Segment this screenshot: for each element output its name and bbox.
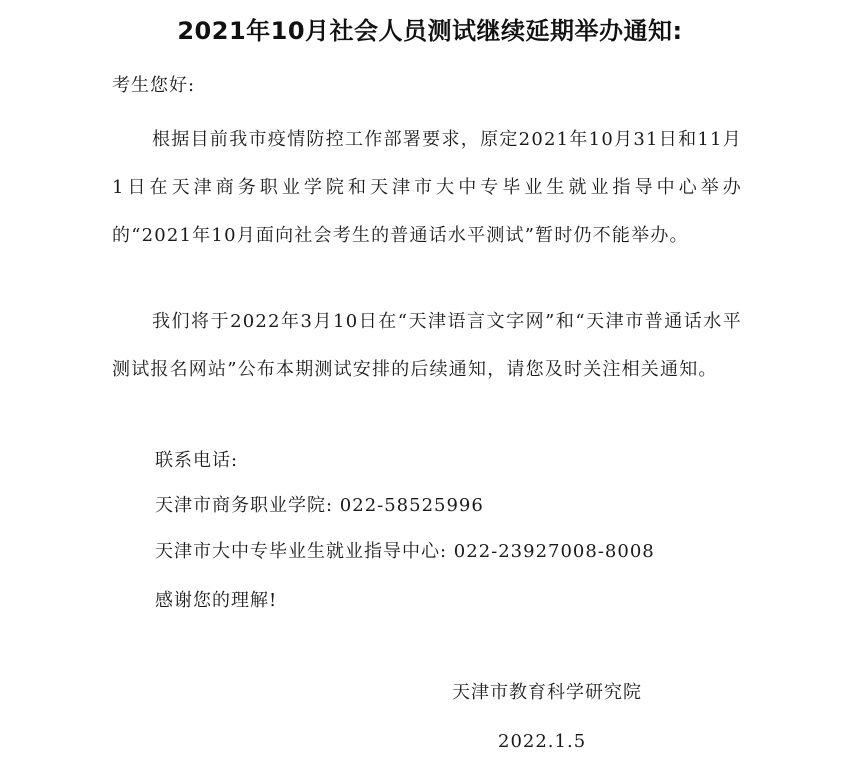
notice-title: 2021年10月社会人员测试继续延期举办通知: [177, 17, 683, 45]
signature-date: 2022.1.5 [498, 731, 587, 752]
paragraph-follow-up: 我们将于2022年3月10日在“天津语言文字网”和“天津市普通话水平测试报名网站”公布本期测试安排的后续通知，请您及时关注相关通知。 [112, 311, 742, 380]
signature-organization: 天津市教育科学研究院 [452, 682, 642, 703]
contact-label: 联系电话: [155, 450, 239, 471]
contact-line: 天津市大中专毕业生就业指导中心: 022-23927008-8008 [155, 541, 655, 562]
paragraph-postponement: 根据目前我市疫情防控工作部署要求，原定2021年10月31日和11月1日在天津商务职业学院和天津市大中专毕业生就业指导中心举办的“2021年10月面向社会考生的普通话水平测试”暂时仍不能举办。 [112, 129, 742, 246]
contact-line: 天津市商务职业学院: 022-58525996 [155, 495, 484, 516]
thanks-line: 感谢您的理解! [155, 590, 278, 611]
greeting: 考生您好: [112, 75, 196, 96]
